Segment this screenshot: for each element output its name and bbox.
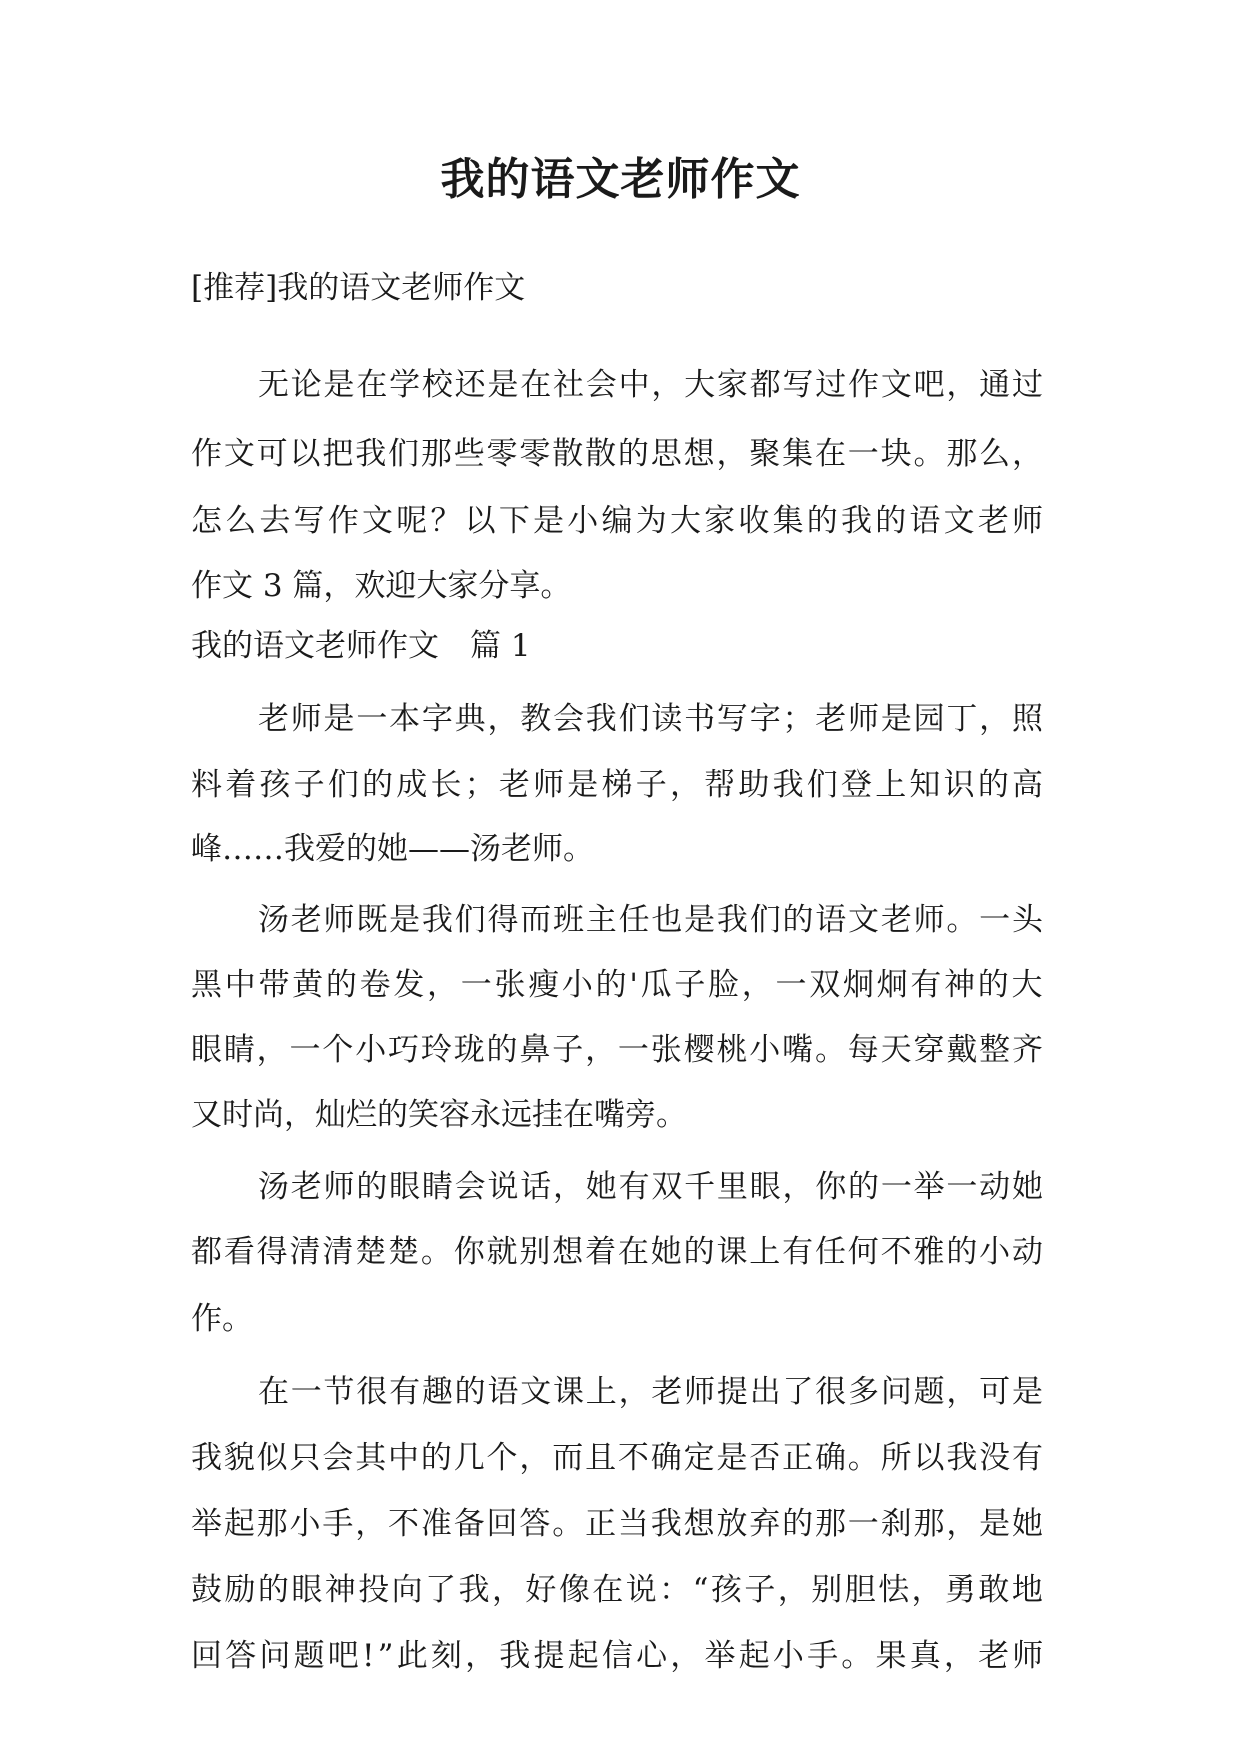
paragraph-line: 又时尚，灿烂的笑容永远挂在嘴旁。: [191, 1097, 687, 1133]
paragraph-line: 作。: [191, 1301, 253, 1337]
paragraph-line: 作文可以把我们那些零零散散的思想，聚集在一块。那么，: [191, 436, 1045, 472]
paragraph-line: 作文 3 篇，欢迎大家分享。: [191, 568, 572, 604]
paragraph-line: 在一节很有趣的语文课上，老师提出了很多问题，可是: [258, 1374, 1045, 1410]
paragraph-line: 无论是在学校还是在社会中，大家都写过作文吧，通过: [258, 367, 1045, 403]
paragraph-line: 黑中带黄的卷发，一张瘦小的'瓜子脸，一双炯炯有神的大: [191, 967, 1046, 1003]
document-title: 我的语文老师作文: [440, 154, 801, 205]
paragraph-line: 怎么去写作文呢？以下是小编为大家收集的我的语文老师: [191, 503, 1047, 539]
paragraph-line: 眼睛，一个小巧玲珑的鼻子，一张樱桃小嘴。每天穿戴整齐: [191, 1032, 1045, 1068]
paragraph-line: 汤老师既是我们得而班主任也是我们的语文老师。一头: [258, 902, 1045, 938]
paragraph-line: 汤老师的眼睛会说话，她有双千里眼，你的一举一动她: [258, 1169, 1045, 1205]
paragraph-line: 我貌似只会其中的几个，而且不确定是否正确。所以我没有: [191, 1440, 1045, 1476]
paragraph-line: 料着孩子们的成长；老师是梯子，帮助我们登上知识的高: [191, 767, 1047, 803]
paragraph-line: 老师是一本字典，教会我们读书写字；老师是园丁，照: [258, 701, 1045, 737]
document-subtitle: [推荐]我的语文老师作文: [191, 270, 526, 306]
paragraph-line: 举起那小手，不准备回答。正当我想放弃的那一刹那，是她: [191, 1506, 1045, 1542]
section-heading: 我的语文老师作文 篇 1: [191, 628, 531, 664]
paragraph-line: 回答问题吧!”此刻，我提起信心，举起小手。果真，老师: [191, 1638, 1047, 1674]
paragraph-line: 鼓励的眼神投向了我，好像在说：“孩子，别胆怯，勇敢地: [191, 1572, 1046, 1608]
paragraph-line: 峰……我爱的她——汤老师。: [191, 831, 594, 867]
paragraph-line: 都看得清清楚楚。你就别想着在她的课上有任何不雅的小动: [191, 1234, 1045, 1270]
